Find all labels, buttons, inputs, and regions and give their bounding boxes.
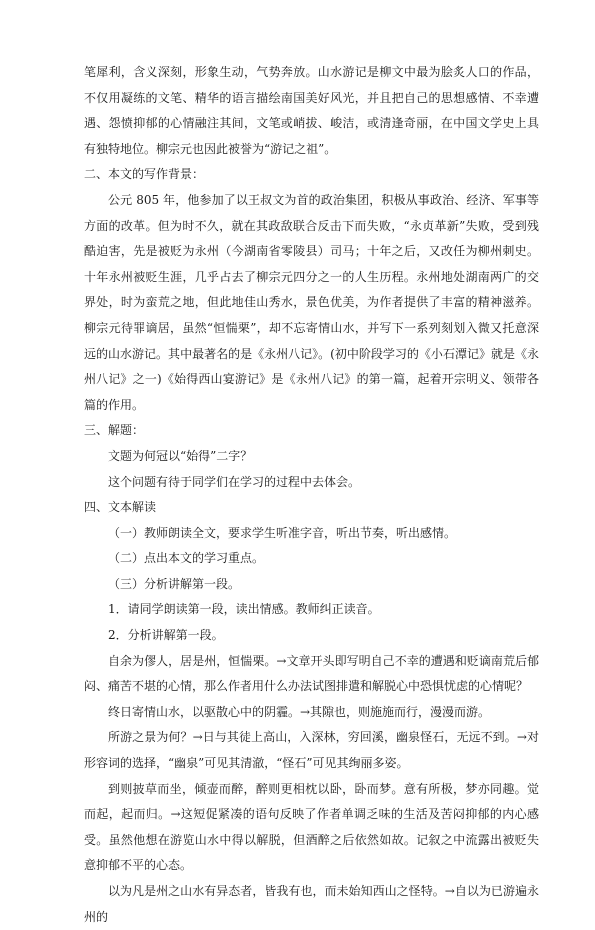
- heading-background: 二、本文的写作背景：: [84, 167, 205, 182]
- para-title-question: 文题为何冠以“始得”二字？: [108, 448, 253, 463]
- para-item-1: 1．请同学朗读第一段，读出情感。教师纠正读音。: [108, 602, 380, 617]
- para-title-answer: 这个问题有待于同学们在学习的过程中去体会。: [108, 474, 361, 489]
- para-item-2: 2．分析讲解第一段。: [108, 628, 224, 643]
- para-intro-end: 笔犀利，含义深刻，形象生动，气势奔放。山水游记是柳文中最为脍炙人口的作品，不仅用凝练的文笔、精华的语言描绘南国美好风光，并且把自己的思想感情、不幸遭遇、怨愤抑郁的心情融注其间，文笔或峭拔、峻洁，或清逢奇丽，在中国文学史上具有独特地位。柳宗元也因此被誉为“游记之祖”。: [84, 65, 539, 156]
- para-step-3: （三）分析讲解第一段。: [108, 576, 241, 591]
- para-analysis-3: 所游之景为何？→日与其徒上高山，入深林，穷回溪，幽泉怪石，无远不到。→对形容词的选择，“幽泉”可见其清澈，“怪石”可见其绚丽多姿。: [84, 730, 539, 771]
- heading-text-reading: 四、文本解读: [84, 500, 157, 515]
- para-step-1: （一）教师朗读全文，要求学生听准字音，听出节奏，听出感情。: [108, 525, 457, 540]
- para-analysis-2: 终日寄情山水，以驱散心中的阴霾。→其隙也，则施施而行，漫漫而游。: [108, 704, 491, 719]
- para-analysis-5: 以为凡是州之山水有异态者，皆我有也，而未始知西山之怪特。→自以为已游遍永州的: [84, 884, 539, 924]
- para-analysis-1: 自余为僇人，居是州，恒惴栗。→文章开头即写明自己不幸的遭遇和贬谪南荒后郁闷、痛苦不堪的心情，那么作者用什么办法试图排遣和解脱心中恐惧忧虑的心情呢？: [84, 653, 539, 694]
- para-analysis-4: 到则披草而坐，倾壶而醉，醉则更相枕以卧，卧而梦。意有所极，梦亦同趣。觉而起，起而归。→这短促紧凑的语句反映了作者单调乏味的生活及苦闷抑郁的内心感受。虽然他想在游览山水中得以解脱，但酒醉之后依然如故。记叙之中流露出被贬失意抑郁不平的心态。: [84, 781, 539, 873]
- para-step-2: （二）点出本文的学习重点。: [108, 551, 265, 566]
- para-background: 公元 805 年，他参加了以王叔文为首的政治集团，积极从事政治、经济、军事等方面的改革。但为时不久，就在其政敌联合反击下而失败，“永贞革新”失败，受到残酷迫害，先是被贬为永州（今湖南省零陵县）司马；十年之后，又改任为柳州刺史。十年永州被贬生涯，几乎占去了柳宗元四分之一的人生历程。永州地处湖南两广的交界处，时为蛮荒之地，但此地佳山秀水，景色优美，为作者提供了丰富的精神滋养。柳宗元待罪谪居，虽然“恒惴栗”，却不忘寄情山水，并写下一系列刻划入微又托意深远的山水游记。其中最著名的是《永州八记》。(初中阶段学习的《小石潭记》就是《永州八记》之一)《始得西山宴游记》是《永州八记》的第一篇，起着开宗明义、领带各篇的作用。: [84, 192, 539, 412]
- heading-title-explanation: 三、解题：: [84, 423, 145, 438]
